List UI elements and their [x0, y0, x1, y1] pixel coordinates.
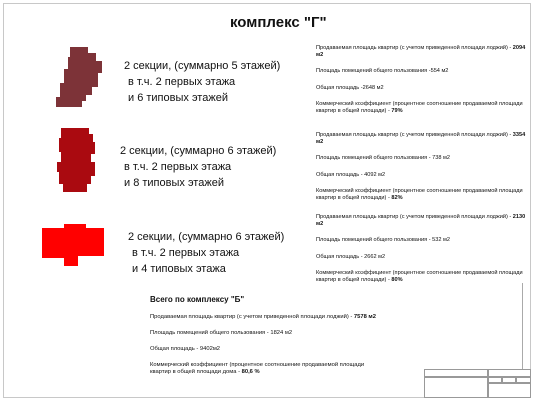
block-1-line-2: в т.ч. 2 первых этажа — [128, 76, 236, 88]
title-block-stamp — [424, 369, 531, 398]
footprint-1-shape — [56, 47, 102, 107]
block-3-line-3: и 4 типовых этажа — [132, 263, 226, 275]
summary-common: Площадь помещений общего пользования - 1824 м2 — [150, 330, 293, 336]
block-2-stats — [316, 132, 526, 202]
margin-frame — [522, 283, 532, 369]
block-1-coef: Коммерческий коэффициент (процентное соотношение продаваемой площади квартир в общей площади) - 79% — [316, 101, 523, 114]
summary-stats — [150, 314, 380, 376]
block-3-total: Общая площадь - 2662 м2 — [316, 253, 386, 260]
block-2-line-3: и 8 типовых этажей — [124, 177, 224, 189]
block-1-total: Общая площадь -2648 м2 — [316, 84, 384, 91]
block-2-common: Площадь помещений общего пользования - 738 м2 — [316, 155, 450, 162]
block-2-coef: Коммерческий коэффициент (процентное соотношение продаваемой площади квартир в общей площади) - 82% — [316, 188, 523, 201]
building-footprint-3 — [42, 224, 104, 266]
block-3-coef: Коммерческий коэффициент (процентное соотношение продаваемой площади квартир в общей площади) - 80% — [316, 270, 523, 283]
building-footprint-1 — [52, 47, 106, 109]
block-3-line-2: в т.ч. 2 первых этажа — [132, 247, 240, 259]
footprint-2-shape — [57, 128, 95, 192]
block-2-line-1: 2 секции, (суммарно 6 этажей) — [120, 145, 277, 157]
block-3-stats — [316, 214, 528, 284]
block-3-description — [128, 229, 284, 277]
summary-coef: Коммерческий коэффициент (процентное соотношение продаваемой площади квартир в общей площади дома - 80,6 % — [150, 362, 365, 375]
block-3-line-1: 2 секции, (суммарно 6 этажей) — [128, 231, 285, 243]
stamp-cell — [424, 369, 488, 377]
building-footprint-2 — [57, 128, 99, 192]
summary-sellable: Продаваемая площадь квартир (с учетом приведенной площади лоджий) - 7578 м2 — [150, 314, 376, 320]
summary-title: Всего по комплексу "Б" — [150, 295, 245, 304]
footprint-3-shape — [42, 224, 104, 266]
block-1-stats — [316, 45, 526, 115]
block-1-sellable: Продаваемая площадь квартир (с учетом приведенной площади лоджий) - 2094 м2 — [316, 45, 526, 58]
stamp-cell — [488, 369, 531, 377]
block-2-total: Общая площадь - 4092 м2 — [316, 171, 386, 178]
block-1-description — [124, 58, 280, 106]
block-3-sellable: Продаваемая площадь квартир (с учетом приведенной площади лоджий) - 2130 м2 — [316, 214, 526, 227]
stamp-cell — [488, 383, 531, 398]
stamp-cell — [424, 377, 488, 398]
block-2-sellable: Продаваемая площадь квартир (с учетом приведенной площади лоджий) - 3354 м2 — [316, 132, 526, 145]
summary-total: Общая площадь - 9402м2 — [150, 346, 221, 352]
block-2-line-2: в т.ч. 2 первых этажа — [124, 161, 232, 173]
block-3-common: Площадь помещений общего пользования - 532 м2 — [316, 237, 450, 244]
page-title: комплекс "Г" — [230, 14, 327, 31]
block-1-line-3: и 6 типовых этажей — [128, 92, 228, 104]
block-1-common: Площадь помещений общего пользования -554 м2 — [316, 68, 449, 75]
block-2-description — [120, 143, 276, 191]
block-1-line-1: 2 секции, (суммарно 5 этажей) — [124, 60, 281, 72]
